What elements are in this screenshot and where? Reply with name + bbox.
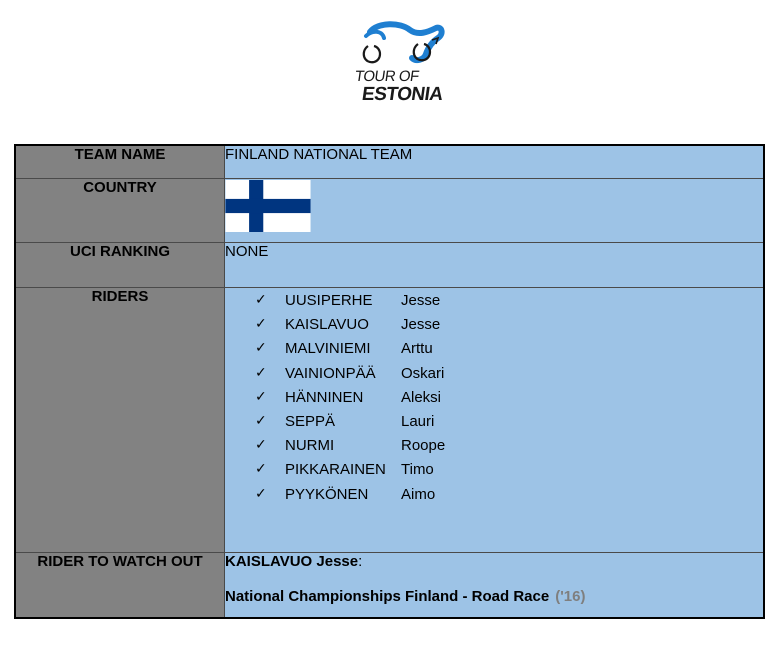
watch-rider-name: KAISLAVUO Jesse: [225, 553, 359, 570]
rider-surname: UUSIPERHE: [285, 292, 373, 309]
rider-first-name: Aimo: [401, 485, 436, 503]
logo-line-2: ESTONIA: [360, 84, 445, 105]
watch-rider-colon: :: [358, 553, 363, 570]
uci-ranking-value: NONE: [225, 243, 765, 288]
watch-result: National Championships Finland - Road Race: [225, 588, 550, 605]
country-label: COUNTRY: [15, 179, 225, 243]
list-item: [255, 365, 763, 389]
list-item: [255, 461, 763, 485]
checkmark-icon: ✓: [255, 340, 267, 357]
checkmark-icon: ✓: [255, 316, 267, 333]
logo-line-1: TOUR OF: [353, 68, 420, 85]
country-value: [225, 179, 765, 243]
country-row: [15, 179, 764, 243]
rider-to-watch-value: [225, 553, 765, 619]
rider-first-name: Lauri: [401, 412, 435, 430]
checkmark-icon: ✓: [255, 461, 267, 478]
rider-first-name: Jesse: [401, 292, 441, 309]
checkmark-icon: ✓: [255, 412, 267, 429]
list-item: [255, 340, 763, 364]
list-item: [255, 292, 763, 316]
rider-surname: NURMI: [285, 437, 335, 455]
rider-surname: SEPPÄ: [285, 412, 336, 430]
team-name-value: FINLAND NATIONAL TEAM: [225, 145, 765, 179]
rider-first-name: Arttu: [401, 340, 433, 358]
list-item: [255, 389, 763, 413]
rider-surname: PIKKARAINEN: [285, 461, 386, 479]
riders-row: [15, 288, 764, 553]
checkmark-icon: ✓: [255, 292, 267, 308]
riders-value: [225, 288, 765, 553]
watch-year: ('16): [555, 588, 586, 605]
list-item: [255, 486, 763, 510]
checkmark-icon: ✓: [255, 437, 267, 454]
rider-first-name: Timo: [401, 461, 434, 479]
watch-result-line: [225, 588, 763, 605]
checkmark-icon: ✓: [255, 364, 267, 381]
team-name-row: [15, 145, 764, 179]
list-item: [255, 413, 763, 437]
rider-first-name: Aleksi: [401, 388, 442, 406]
rider-surname: HÄNNINEN: [285, 388, 364, 406]
checkmark-icon: ✓: [255, 388, 267, 405]
rider-surname: KAISLAVUO: [285, 316, 369, 334]
list-item: [255, 316, 763, 340]
rider-first-name: Oskari: [401, 364, 445, 382]
team-name-label: TEAM NAME: [15, 145, 225, 179]
checkmark-icon: ✓: [255, 485, 267, 502]
uci-ranking-row: [15, 243, 764, 288]
rider-to-watch-label: RIDER TO WATCH OUT: [15, 553, 225, 619]
finland-flag-icon: [225, 180, 311, 232]
rider-surname: MALVINIEMI: [285, 340, 371, 358]
watch-rider-line: [225, 553, 763, 570]
rider-surname: VAINIONPÄÄ: [285, 364, 376, 382]
team-info-table: [14, 144, 765, 619]
list-item: [255, 437, 763, 461]
rider-to-watch-row: [15, 553, 764, 619]
rider-surname: PYYKÖNEN: [285, 485, 369, 503]
riders-label: RIDERS: [15, 288, 225, 553]
uci-ranking-label: UCI RANKING: [15, 243, 225, 288]
rider-first-name: Roope: [401, 437, 446, 455]
riders-list: [255, 292, 763, 510]
rider-first-name: Jesse: [401, 316, 441, 334]
